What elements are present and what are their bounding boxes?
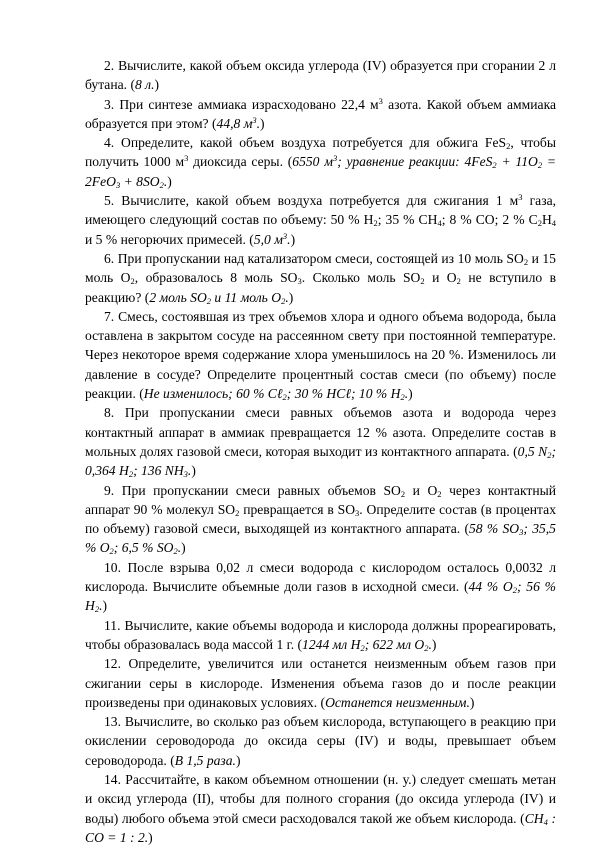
problem-11: 11. Вычислите, какие объемы водорода и кислорода должны прореагировать, чтобы образовалась вода массой 1 г. (1244 мл $H_2$; 622 мл $O_2$.) — [85, 617, 556, 653]
problem-2: 2. Вычислите, какой объем оксида углерода (IV) образуется при сгорании 2 л бутана. (8 л.) — [85, 58, 556, 93]
problem-8: 8. При пропускании смеси равных объемов азота и водорода через контактный аппарат в аммиак превращается 12 % азота. Определите состав в мольных долях газовой смеси, которая выходит из контактного аппарата. (0,5 $N_2$; 0,364 $H_2$; 136 $NH_3$.) — [85, 405, 556, 480]
problem-13: 13. Вычислите, во сколько раз объем кислорода, вступающего в реакцию при окислении сероводорода до оксида серы (IV) и воды, превышает объем сероводорода. (В 1,5 раза.) — [85, 714, 556, 768]
problem-12: 12. Определите, увеличится или останется неизменным объем газов при сжигании серы в кислороде. Изменения объема газов до и после реакции произведены при одинаковых условиях. (Останется неизменным.) — [85, 656, 556, 710]
problem-10: 10. После взрыва 0,02 л смеси водорода с кислородом осталось 0,0032 л кислорода. Вычислите объемные доли газов в исходной смеси. (44 % $O_2$; 56 % $H_2$.) — [85, 559, 556, 615]
problem-14: 14. Рассчитайте, в каком объемном отношении (н. у.) следует смешать метан и оксид углерода (II), чтобы для полного сгорания (до оксида углерода (IV) и воды) любого объема этой смеси расходовался такой же объем кислорода. ($CH_4$ : CO = 1 : 2.) — [85, 771, 556, 845]
problem-6: 6. При пропускании над катализатором смеси, состоящей из 10 моль $SO_2$ и 15 моль $O_2$, образовалось 8 моль $SO_3$. Сколько моль $SO_2$ и $O_2$ не вступило в реакцию? (2 моль $SO_2$ и 11 моль $O_2$.) — [85, 250, 557, 306]
problem-9: 9. При пропускании смеси равных объемов $SO_2$ и $O_2$ через контактный аппарат 90 % молекул $SO_2$ превращается в $SO_3$. Определите состав (в процентах по объему) газовой смеси, выходящей из контактного аппарата. (58 % $SO_3$; 35,5 % $O_2$; 6,5 % $SO_2$.) — [85, 482, 557, 557]
problem-5: 5. Вычислите, какой объем воздуха потребуется для сжигания 1 $м^3$ газа, имеющего следующий состав по объему: 50 % $H_2$; 35 % $CH_4$; 8 % CO; 2 % $C_2H_4$ и 5 % негорючих примесей. (5,0 $м^3$.) — [85, 192, 557, 247]
document-page — [85, 56, 556, 847]
problem-7: 7. Смесь, состоявшая из трех объемов хлора и одного объема водорода, была оставлена в закрытом сосуде на рассеянном свету при постоянной температуре. Через некоторое время содержание хлора уменьшилось на 20 %. Изменилось ли давление в сосуде? Определите процентный состав смеси (по объему) после реакции. (Не изменилось; 60 % Cℓ$_2$; 30 % HCℓ; 10 % $H_2$.) — [85, 308, 556, 403]
problem-4: 4. Определите, какой объем воздуха потребуется для обжига FeS$_2$, чтобы получить 1000 $м^3$ диоксида серы. (6550 $м^3$; уравнение реакции: $4FeS_2 + 11O_2 = 2FeO_3 + 8SO_2$.) — [85, 135, 557, 190]
problem-3: 3. При синтезе аммиака израсходовано 22,4 $м^3$ азота. Какой объем аммиака образуется при этом? (44,8 $м^3$.) — [85, 95, 557, 131]
